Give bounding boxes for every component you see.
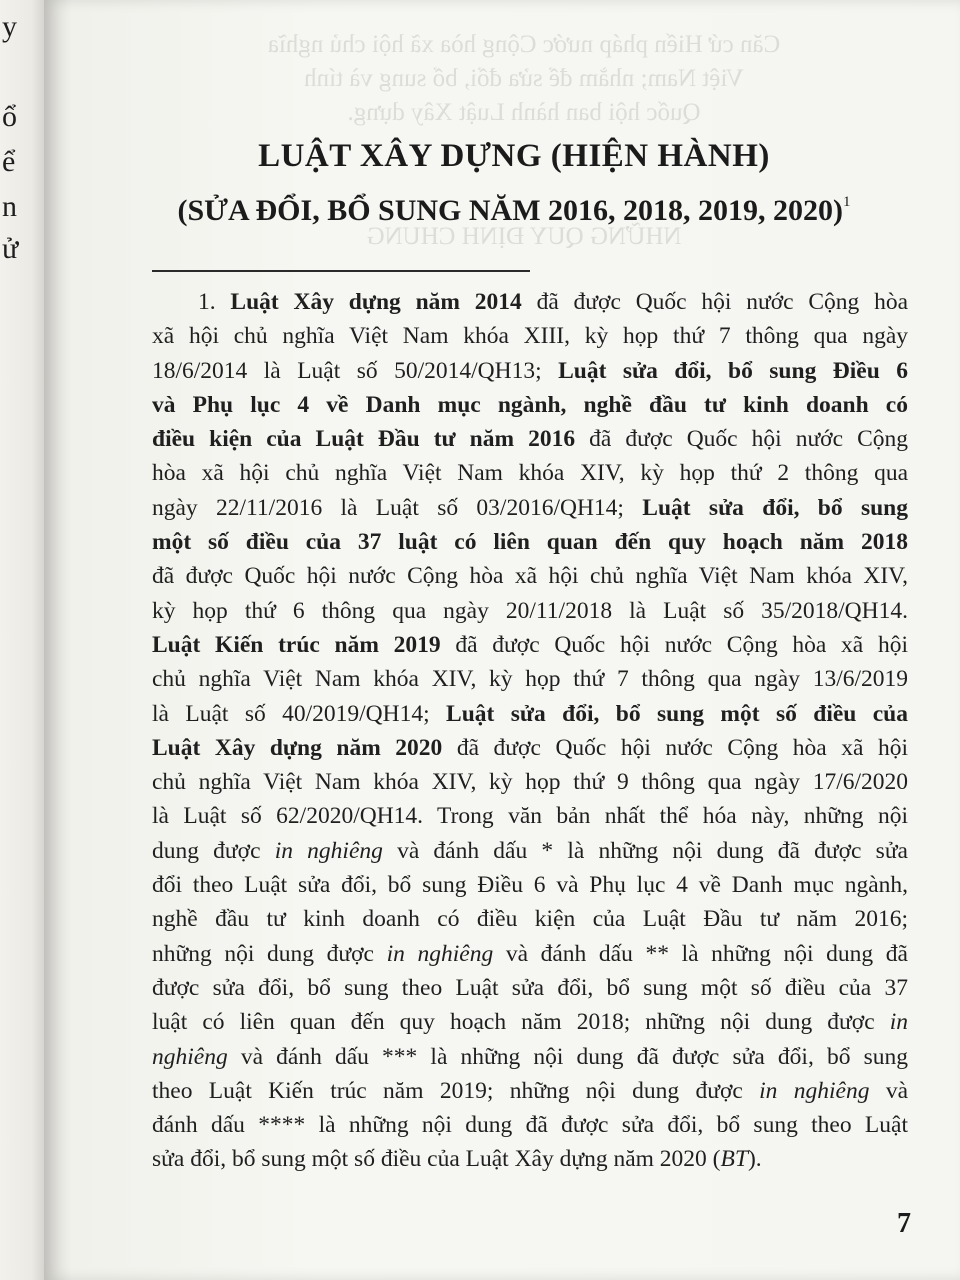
italic-text: in nghiêng (386, 940, 494, 967)
page-title: LUẬT XÂY DỰNG (HIỆN HÀNH) (258, 138, 770, 174)
body-text: và (869, 1077, 908, 1104)
footnote-line (152, 628, 908, 662)
footnote-line (152, 799, 908, 833)
footnote-line (152, 937, 908, 971)
italic-text: BT (720, 1146, 748, 1173)
facing-page-glyph: ổ (2, 100, 17, 133)
bleed-through-line: Quốc hội ban hành Luật Xây dựng. (347, 99, 701, 126)
bold-text: Luật Xây dựng năm 2014 (230, 289, 522, 315)
body-text: đã được Quốc hội nước Cộng (575, 426, 908, 453)
footnote-marker: 1 (843, 194, 851, 210)
body-text: đã được Quốc hội nước Cộng hòa xã hội (440, 631, 908, 658)
footnote-line (152, 559, 908, 593)
body-text: dung được (152, 837, 275, 864)
bold-text: và Phụ lục 4 về Danh mục ngành, nghề đầu tư kinh doanh có (152, 391, 908, 418)
footnote-line (152, 1005, 908, 1039)
footnote-line (152, 285, 908, 319)
bold-text: Luật Xây dựng năm 2020 (152, 734, 443, 761)
body-text: đã được Quốc hội nước Cộng hòa xã hội (442, 734, 908, 761)
facing-page-glyph: n (2, 190, 17, 223)
footnote-line (152, 697, 908, 731)
facing-page-glyph: ể (2, 145, 16, 178)
body-text: kỳ họp thứ 6 thông qua ngày 20/11/2018 là Luật số 35/2018/QH14. (152, 597, 908, 624)
body-text: theo Luật Kiến trúc năm 2019; những nội dung được (152, 1077, 760, 1104)
book-page (44, 0, 960, 1280)
bold-text: Luật sửa đổi, bổ sung (642, 494, 908, 521)
body-text: và đánh dấu ** là những nội dung đã (493, 940, 908, 967)
footnote-divider (152, 270, 530, 272)
footnote-line (152, 1142, 908, 1176)
body-text: luật có liên quan đến quy hoạch năm 2018; những nội dung được (152, 1009, 890, 1036)
footnote-line (152, 388, 908, 422)
body-text: đã được Quốc hội nước Cộng hòa xã hội chủ nghĩa Việt Nam khóa XIV, (152, 563, 908, 590)
footnote-line (152, 731, 908, 765)
footnote-line (152, 1108, 908, 1142)
bleed-through-line: Căn cứ Hiến pháp nước Cộng hòa xã hội chủ nghĩa (267, 31, 781, 58)
italic-text: nghiêng (152, 1043, 228, 1070)
body-text: nghề đầu tư kinh doanh có điều kiện của Luật Đầu tư năm 2016; (152, 906, 908, 933)
bold-text: một số điều của 37 luật có liên quan đến quy hoạch năm 2018 (152, 529, 908, 556)
body-text: và đánh dấu * là những nội dung đã được sửa (382, 837, 908, 864)
subtitle-text: (SỬA ĐỔI, BỔ SUNG NĂM 2016, 2018, 2019, 2020) (177, 194, 844, 227)
body-text: chủ nghĩa Việt Nam khóa XIV, kỳ họp thứ 9 thông qua ngày 17/6/2020 (152, 769, 908, 796)
body-text: xã hội chủ nghĩa Việt Nam khóa XIII, kỳ họp thứ 7 thông qua ngày (152, 323, 908, 350)
bold-text: Luật sửa đổi, bổ sung một số điều của (446, 700, 909, 727)
bleed-through-line: NHỮNG QUY ĐỊNH CHUNG (366, 223, 682, 250)
page-number: 7 (897, 1208, 911, 1239)
footnote-line (152, 354, 908, 388)
footnote-line (152, 319, 908, 353)
bold-text: điều kiện của Luật Đầu tư năm 2016 (152, 426, 576, 453)
footnote-line (152, 1074, 908, 1108)
page-subtitle (104, 194, 924, 228)
italic-text: in nghiêng (759, 1077, 870, 1104)
footnote-line (152, 594, 908, 628)
body-text: 18/6/2014 là Luật số 50/2014/QH13; (152, 357, 559, 384)
body-text: những nội dung được (152, 940, 387, 967)
body-text: 1. (198, 289, 231, 315)
footnote-line (152, 525, 908, 559)
footnote-line (152, 765, 908, 799)
italic-text: in (889, 1009, 908, 1036)
body-text: đổi theo Luật sửa đổi, bổ sung Điều 6 và Phụ lục 4 về Danh mục ngành, (152, 872, 908, 899)
body-text: đánh dấu **** là những nội dung đã được sửa đổi, bổ sung theo Luật (152, 1112, 908, 1139)
bleed-through-line: Việt Nam; nhằm để sửa đổi, bổ sung và tính (304, 65, 744, 92)
body-text: ). (747, 1146, 762, 1173)
body-text: sửa đổi, bổ sung một số điều của Luật Xây dựng năm 2020 ( (152, 1146, 721, 1173)
footnote-line (152, 456, 908, 490)
facing-page-glyph: y (2, 10, 17, 43)
footnote-line (152, 1040, 908, 1074)
footnote-line (152, 902, 908, 936)
body-text: là Luật số 40/2019/QH14; (152, 700, 447, 727)
body-text: và đánh dấu *** là những nội dung đã được sửa đổi, bổ sung (227, 1043, 908, 1070)
body-text: ngày 22/11/2016 là Luật số 03/2016/QH14; (152, 494, 643, 521)
facing-page-glyph: ử (2, 232, 19, 265)
body-text: hòa xã hội chủ nghĩa Việt Nam khóa XIV, kỳ họp thứ 2 thông qua (152, 460, 908, 487)
footnote-line (152, 491, 908, 525)
footnote-line (152, 422, 908, 456)
body-text: được sửa đổi, bổ sung theo Luật sửa đổi, bổ sung một số điều của 37 (152, 974, 908, 1001)
footnote-line (152, 868, 908, 902)
footnote-paragraph (152, 285, 908, 1177)
footnote-line (152, 834, 908, 868)
footnote-line (152, 662, 908, 696)
body-text: chủ nghĩa Việt Nam khóa XIV, kỳ họp thứ 7 thông qua ngày 13/6/2019 (152, 666, 908, 693)
italic-text: in nghiêng (274, 837, 383, 864)
body-text: đã được Quốc hội nước Cộng hòa (521, 289, 908, 315)
bold-text: Luật Kiến trúc năm 2019 (152, 631, 441, 658)
footnote-line (152, 971, 908, 1005)
bold-text: Luật sửa đổi, bổ sung Điều 6 (558, 357, 908, 384)
body-text: là Luật số 62/2020/QH14. Trong văn bản nhất thể hóa này, những nội (152, 803, 908, 830)
